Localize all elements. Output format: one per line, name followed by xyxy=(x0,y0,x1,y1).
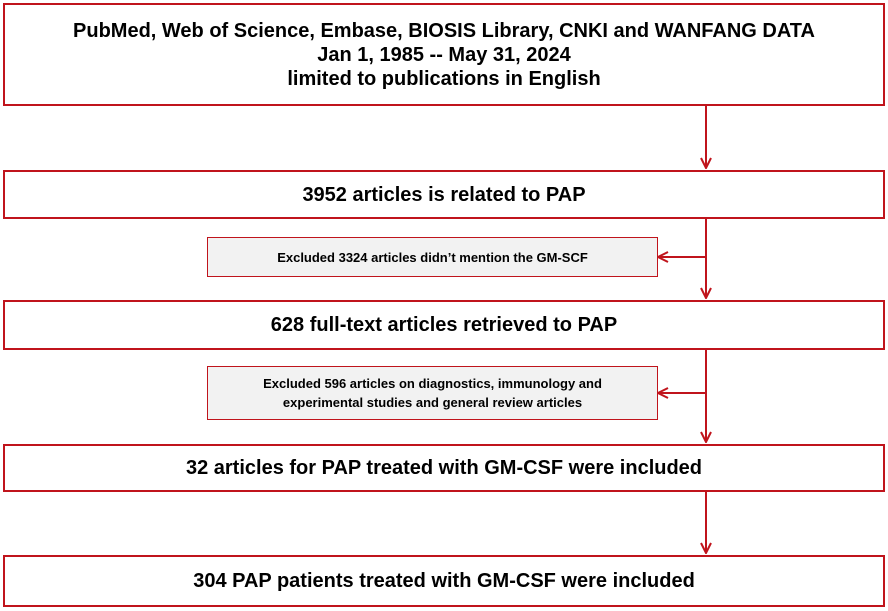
included-articles-text: 32 articles for PAP treated with GM-CSF were included xyxy=(185,457,703,479)
related-articles-text: 3952 articles is related to PAP xyxy=(302,183,586,206)
exclusion-1-text: Excluded 3324 articles didn’t mention the GM-SCF xyxy=(277,249,588,265)
included-patients-text: 304 PAP patients treated with GM-CSF were included xyxy=(193,570,695,592)
exclusion-box-2 xyxy=(207,366,658,420)
included-articles-box xyxy=(3,444,885,492)
exclusion-2-line-2: experimental studies and general review articles xyxy=(282,395,583,410)
included-patients-box xyxy=(3,555,885,607)
fulltext-articles-text: 628 full-text articles retrieved to PAP xyxy=(270,314,618,336)
search-sources-line-1: PubMed, Web of Science, Embase, BIOSIS Library, CNKI and WANFANG DATA xyxy=(73,19,815,42)
search-language-limit: limited to publications in English xyxy=(287,67,601,90)
related-articles-box xyxy=(3,170,885,219)
search-date-range: Jan 1, 1985 -- May 31, 2024 xyxy=(317,43,571,66)
fulltext-articles-box xyxy=(3,300,885,350)
exclusion-box-1 xyxy=(207,237,658,277)
search-sources-box xyxy=(3,3,885,106)
exclusion-2-line-1: Excluded 596 articles on diagnostics, immunology and xyxy=(263,376,602,391)
